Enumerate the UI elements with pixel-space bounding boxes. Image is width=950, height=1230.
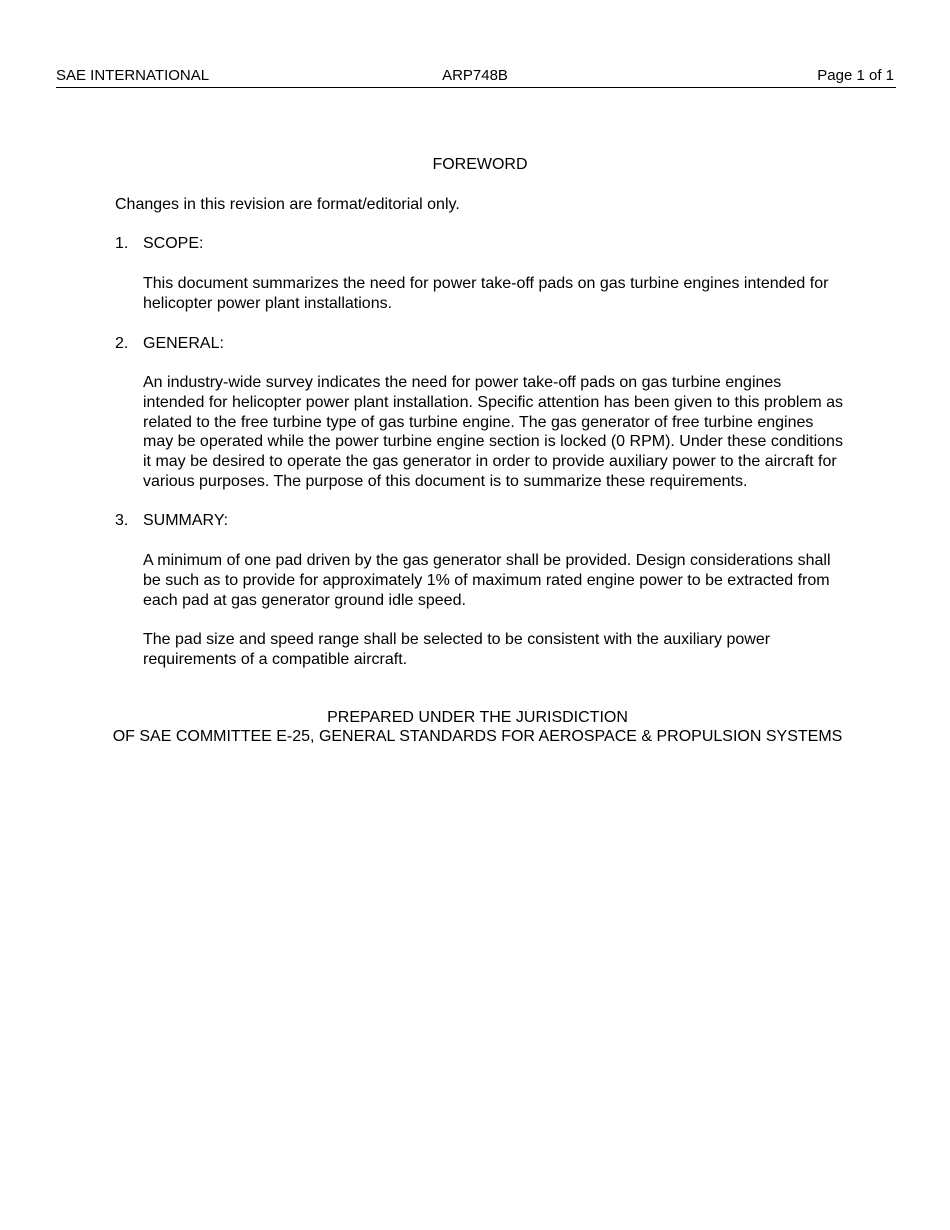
foreword-title: FOREWORD [432, 156, 528, 173]
section-general [115, 334, 845, 492]
jurisdiction-statement [105, 708, 850, 747]
section-title: SUMMARY: [143, 512, 229, 530]
header-page-number: Page 1 of 1 [817, 67, 894, 84]
section-paragraph: An industry-wide survey indicates the need for power take-off pads on gas turbine engines intended for helicopter power plant installation. Specific attention has been given to this problem as related to the free turbine type of gas turbine engine. The gas generator of free turbine engines may be operated while the power turbine engine section is locked (0 RPM). Under these conditions it may be desired to operate the gas generator in order to provide auxiliary power to the aircraft for various purposes. The purpose of this document is to summarize these requirements. [143, 374, 843, 490]
section-number: 1. [115, 235, 129, 253]
jurisdiction-line-2: OF SAE COMMITTEE E-25, GENERAL STANDARDS FOR AEROSPACE & PROPULSION SYSTEMS [112, 728, 843, 746]
jurisdiction-line-1: PREPARED UNDER THE JURISDICTION [327, 708, 628, 726]
header-organization: SAE INTERNATIONAL [56, 67, 210, 84]
section-title: GENERAL: [143, 334, 224, 352]
section-heading [115, 511, 845, 531]
header-document-number: ARP748B [442, 67, 508, 84]
section-number: 3. [115, 512, 129, 530]
section-paragraph: This document summarizes the need for power take-off pads on gas turbine engines intended for helicopter power plant installations. [143, 275, 829, 312]
section-scope [115, 234, 845, 313]
document-body [112, 155, 845, 747]
page-header [56, 65, 896, 88]
section-title: SCOPE: [143, 235, 204, 253]
section-heading [115, 234, 845, 254]
section-paragraph: The pad size and speed range shall be selected to be consistent with the auxiliary power requirements of a compatible aircraft. [143, 631, 771, 668]
section-heading [115, 334, 845, 354]
foreword-text: Changes in this revision are format/editorial only. [115, 195, 460, 213]
section-number: 2. [115, 334, 129, 352]
section-paragraph: A minimum of one pad driven by the gas generator shall be provided. Design considerations shall be such as to provide for approximately 1% of maximum rated engine power to be extracted from each pad at gas generator ground idle speed. [143, 552, 831, 609]
section-summary [115, 511, 845, 669]
